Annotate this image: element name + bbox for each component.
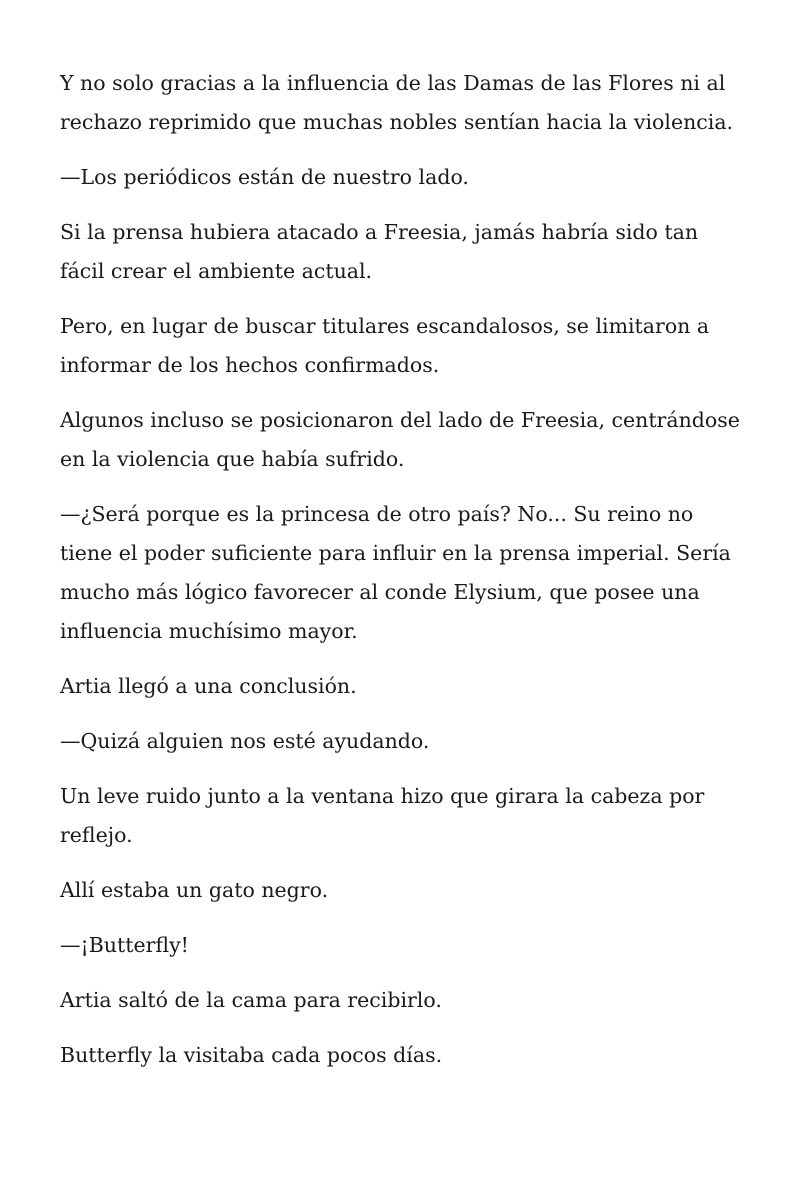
paragraph: Artia saltó de la cama para recibirlo. (60, 988, 442, 1012)
paragraph: Y no solo gracias a la influencia de las Damas de las Flores ni al rechazo reprimido que muchas nobles sentían hacia la violencia. (60, 71, 734, 134)
paragraph: —¡Butterfly! (60, 933, 189, 957)
paragraph: Algunos incluso se posicionaron del lado de Freesia, centrándose en la violencia que había sufrido. (60, 408, 740, 471)
paragraph: Butterfly la visitaba cada pocos días. (60, 1043, 443, 1067)
paragraph: —¿Será porque es la princesa de otro país? No... Su reino no tiene el poder suficiente para influir en la prensa imperial. Sería mucho más lógico favorecer al conde Elysium, que posee una influencia muchísimo mayor. (60, 502, 731, 643)
paragraph: Un leve ruido junto a la ventana hizo que girara la cabeza por reflejo. (60, 784, 705, 847)
paragraph: Pero, en lugar de buscar titulares escandalosos, se limitaron a informar de los hechos confirmados. (60, 314, 710, 377)
paragraph: —Los periódicos están de nuestro lado. (60, 165, 469, 189)
paragraph: Artia llegó a una conclusión. (60, 674, 357, 698)
paragraph: Allí estaba un gato negro. (60, 878, 329, 902)
paragraph: —Quizá alguien nos esté ayudando. (60, 729, 430, 753)
paragraph: Si la prensa hubiera atacado a Freesia, jamás habría sido tan fácil crear el ambiente actual. (60, 220, 699, 283)
